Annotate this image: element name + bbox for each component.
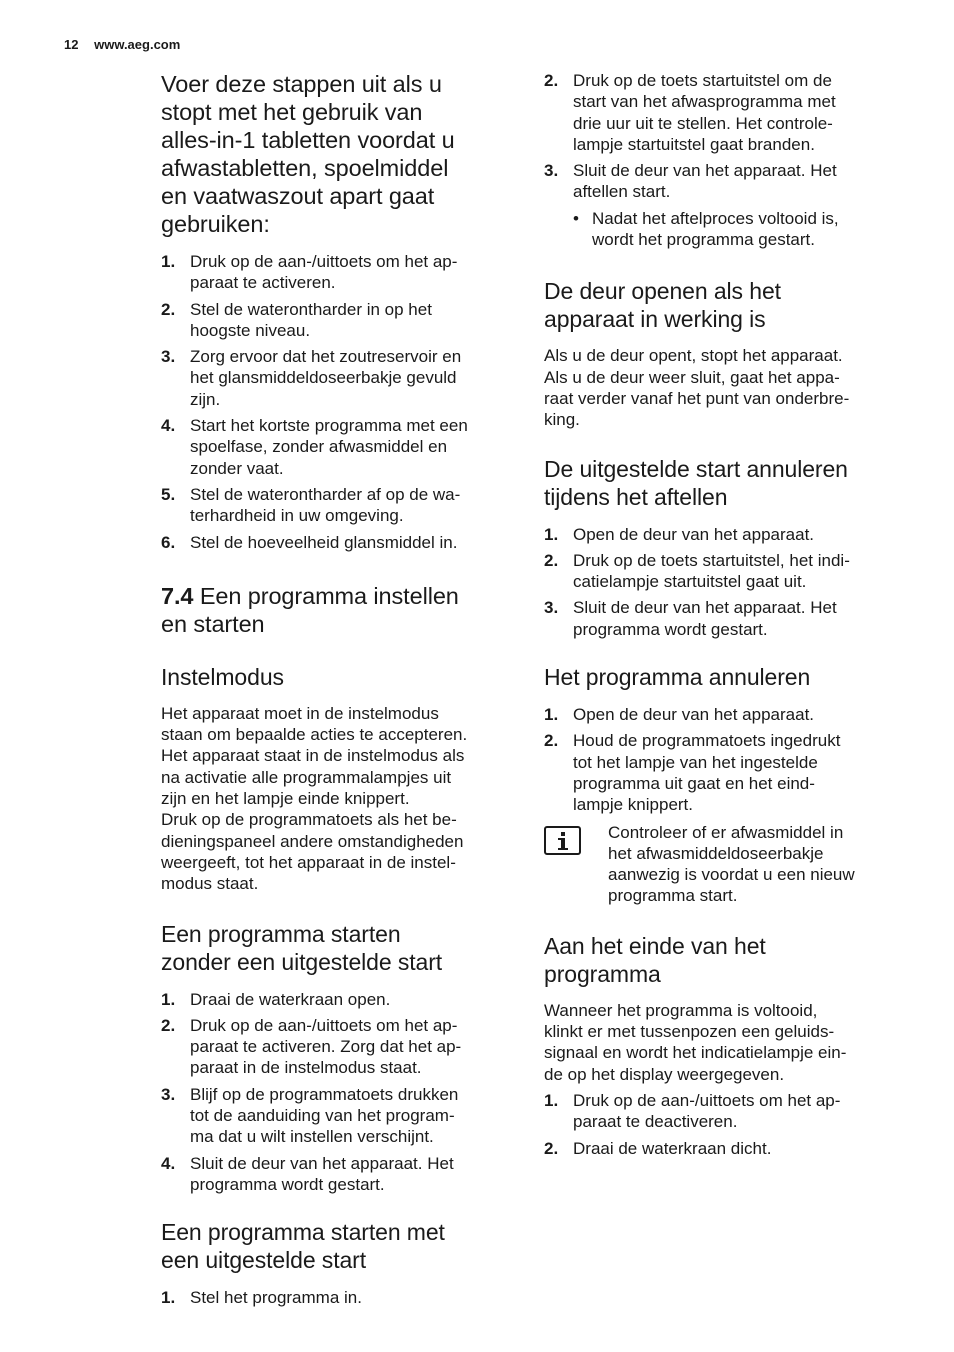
step-number: 3. — [544, 161, 559, 181]
step-text: Draai de waterkraan dicht. — [573, 1138, 772, 1158]
step-text: Houd de programmatoets ingedrukt tot het lampje van het ingestelde programma uit gaat en het eind- lampje knippert. — [573, 731, 841, 815]
website-url: www.aeg.com — [94, 37, 181, 52]
list-item — [161, 1153, 513, 1196]
step-number: 5. — [161, 484, 176, 504]
step-number: 1. — [544, 705, 559, 725]
step-text: Start het kortste programma met een spoelfase, zonder afwasmiddel en zonder vaat. — [190, 416, 468, 478]
page-number: 12 — [64, 37, 79, 52]
step-text: Stel de waterontharder in op het hoogste niveau. — [190, 299, 432, 340]
right-column — [544, 70, 896, 1164]
delayed-start-heading: Een programma starten met een uitgestelde start — [161, 1219, 445, 1274]
list-item — [544, 704, 896, 725]
list-item — [544, 550, 896, 593]
info-note — [544, 822, 896, 907]
step-text: Druk op de toets startuitstel, het indi- catielampje startuitstel gaat uit. — [573, 550, 850, 592]
step-number: 4. — [161, 1153, 176, 1173]
step-text: Sluit de deur van het apparaat. Het programma wordt gestart. — [573, 598, 837, 639]
list-item: • Nadat het aftelproces voltooid is, wordt het programma gestart. — [573, 208, 839, 250]
program-end-heading: Aan het einde van het programma — [544, 932, 766, 987]
intro-steps — [161, 251, 513, 553]
section-title: Een programma instellen en starten — [161, 582, 459, 637]
info-icon — [544, 826, 581, 855]
section-heading — [161, 582, 513, 638]
step-number: 1. — [161, 989, 176, 1009]
door-open-heading: De deur openen als het apparaat in werking is — [544, 278, 781, 333]
step-text: Draai de waterkraan open. — [190, 989, 391, 1009]
step-number: 1. — [161, 252, 176, 271]
left-column — [161, 70, 513, 1314]
instelmodus-heading: Instelmodus — [161, 663, 284, 690]
step-text: Blijf op de programmatoets drukken tot de aanduiding van het program- ma dat u wilt instellen verschijnt. — [190, 1084, 459, 1147]
list-item — [161, 1084, 513, 1148]
start-steps — [161, 989, 513, 1196]
list-item — [161, 299, 513, 342]
step-number: 2. — [161, 299, 176, 319]
program-end-text: Wanneer het programma is voltooid, klinkt er met tussenpozen een geluids- signaal en wordt het indicatielampje ein- de op het display weergegeven. — [544, 1000, 847, 1084]
step-number: 4. — [161, 416, 176, 436]
list-item — [161, 346, 513, 410]
list-item — [544, 1090, 896, 1133]
list-item — [544, 160, 896, 203]
page-header — [64, 37, 180, 52]
step-number: 3. — [161, 1084, 176, 1104]
step-number: 1. — [161, 1288, 176, 1308]
step-number: 2. — [161, 1015, 176, 1035]
list-item — [161, 251, 513, 294]
step-text: Sluit de deur van het apparaat. Het programma wordt gestart. — [190, 1153, 454, 1194]
cancel-delay-steps — [544, 524, 896, 640]
step-text: Zorg ervoor dat het zoutreservoir en het glansmiddeldoseerbakje gevuld zijn. — [190, 347, 462, 409]
section-number: 7.4 — [161, 582, 194, 609]
step-number: 3. — [161, 347, 176, 367]
list-item — [544, 1138, 896, 1159]
intro-heading: Voer deze stappen uit als u stopt met het gebruik van alles-in-1 tabletten voordat u afwastabletten, spoelmiddel en vaatwaszout apart gaat gebruiken: — [161, 71, 455, 237]
step-text: Stel de waterontharder af op de wa- terhardheid in uw omgeving. — [190, 484, 461, 526]
countdown-bullets — [573, 208, 896, 251]
list-item — [544, 730, 896, 815]
step-text: Druk op de aan-/uittoets om het ap- paraat te activeren. Zorg dat het ap- paraat in de instelmodus staat. — [190, 1015, 462, 1078]
instelmodus-text: Het apparaat moet in de instelmodus staan om bepaalde acties te accepteren. Het apparaat staat in de instelmodus als na activatie alle programmalampjes uit zijn en het lampje einde knippert. Druk op de programmatoets als het be- dieningspaneel andere omstandigheden weergeeft, tot het apparaat in de instel- modus staat. — [161, 703, 468, 894]
cancel-delay-heading: De uitgestelde start annuleren tijdens het aftellen — [544, 455, 848, 510]
info-text: Controleer of er afwasmiddel in het afwasmiddeldoseerbakje aanwezig is voordat u een nieuw programma start. — [608, 822, 855, 906]
list-item — [161, 532, 513, 553]
step-number: 3. — [544, 598, 559, 618]
step-number: 2. — [544, 71, 559, 90]
list-item — [544, 524, 896, 545]
list-item — [161, 1287, 513, 1308]
list-item — [161, 989, 513, 1010]
step-text: Sluit de deur van het apparaat. Het aftellen start. — [573, 161, 837, 202]
step-number: 1. — [544, 524, 559, 544]
program-end-steps — [544, 1090, 896, 1159]
cancel-program-steps — [544, 704, 896, 815]
delayed-start-steps — [161, 1287, 513, 1308]
door-open-text: Als u de deur opent, stopt het apparaat. Als u de deur weer sluit, gaat het appa- raat verder vanaf het punt van onderbre- king. — [544, 346, 850, 430]
list-item — [544, 597, 896, 640]
step-number: 1. — [544, 1090, 559, 1110]
delayed-start-steps-continued — [544, 70, 896, 203]
step-text: Stel het programma in. — [190, 1288, 362, 1308]
step-number: 6. — [161, 532, 176, 552]
step-text: Druk op de aan-/uittoets om het ap- paraat te deactiveren. — [573, 1090, 841, 1132]
step-text: Stel de hoeveelheid glansmiddel in. — [190, 532, 458, 552]
list-item — [161, 1015, 513, 1079]
step-text: Open de deur van het apparaat. — [573, 524, 815, 544]
step-text: Druk op de aan-/uittoets om het ap- paraat te activeren. — [190, 252, 458, 293]
step-number: 2. — [544, 1138, 559, 1158]
list-item — [161, 415, 513, 479]
cancel-program-heading: Het programma annuleren — [544, 664, 811, 691]
list-item — [161, 484, 513, 527]
step-text: Open de deur van het apparaat. — [573, 705, 815, 725]
list-item — [544, 70, 896, 155]
start-heading: Een programma starten zonder een uitgestelde start — [161, 920, 443, 975]
step-text: Druk op de toets startuitstel om de start van het afwasprogramma met drie uur uit te stellen. Het controle- lampje startuitstel gaat branden. — [573, 71, 836, 154]
step-number: 2. — [544, 731, 559, 751]
step-number: 2. — [544, 550, 559, 570]
